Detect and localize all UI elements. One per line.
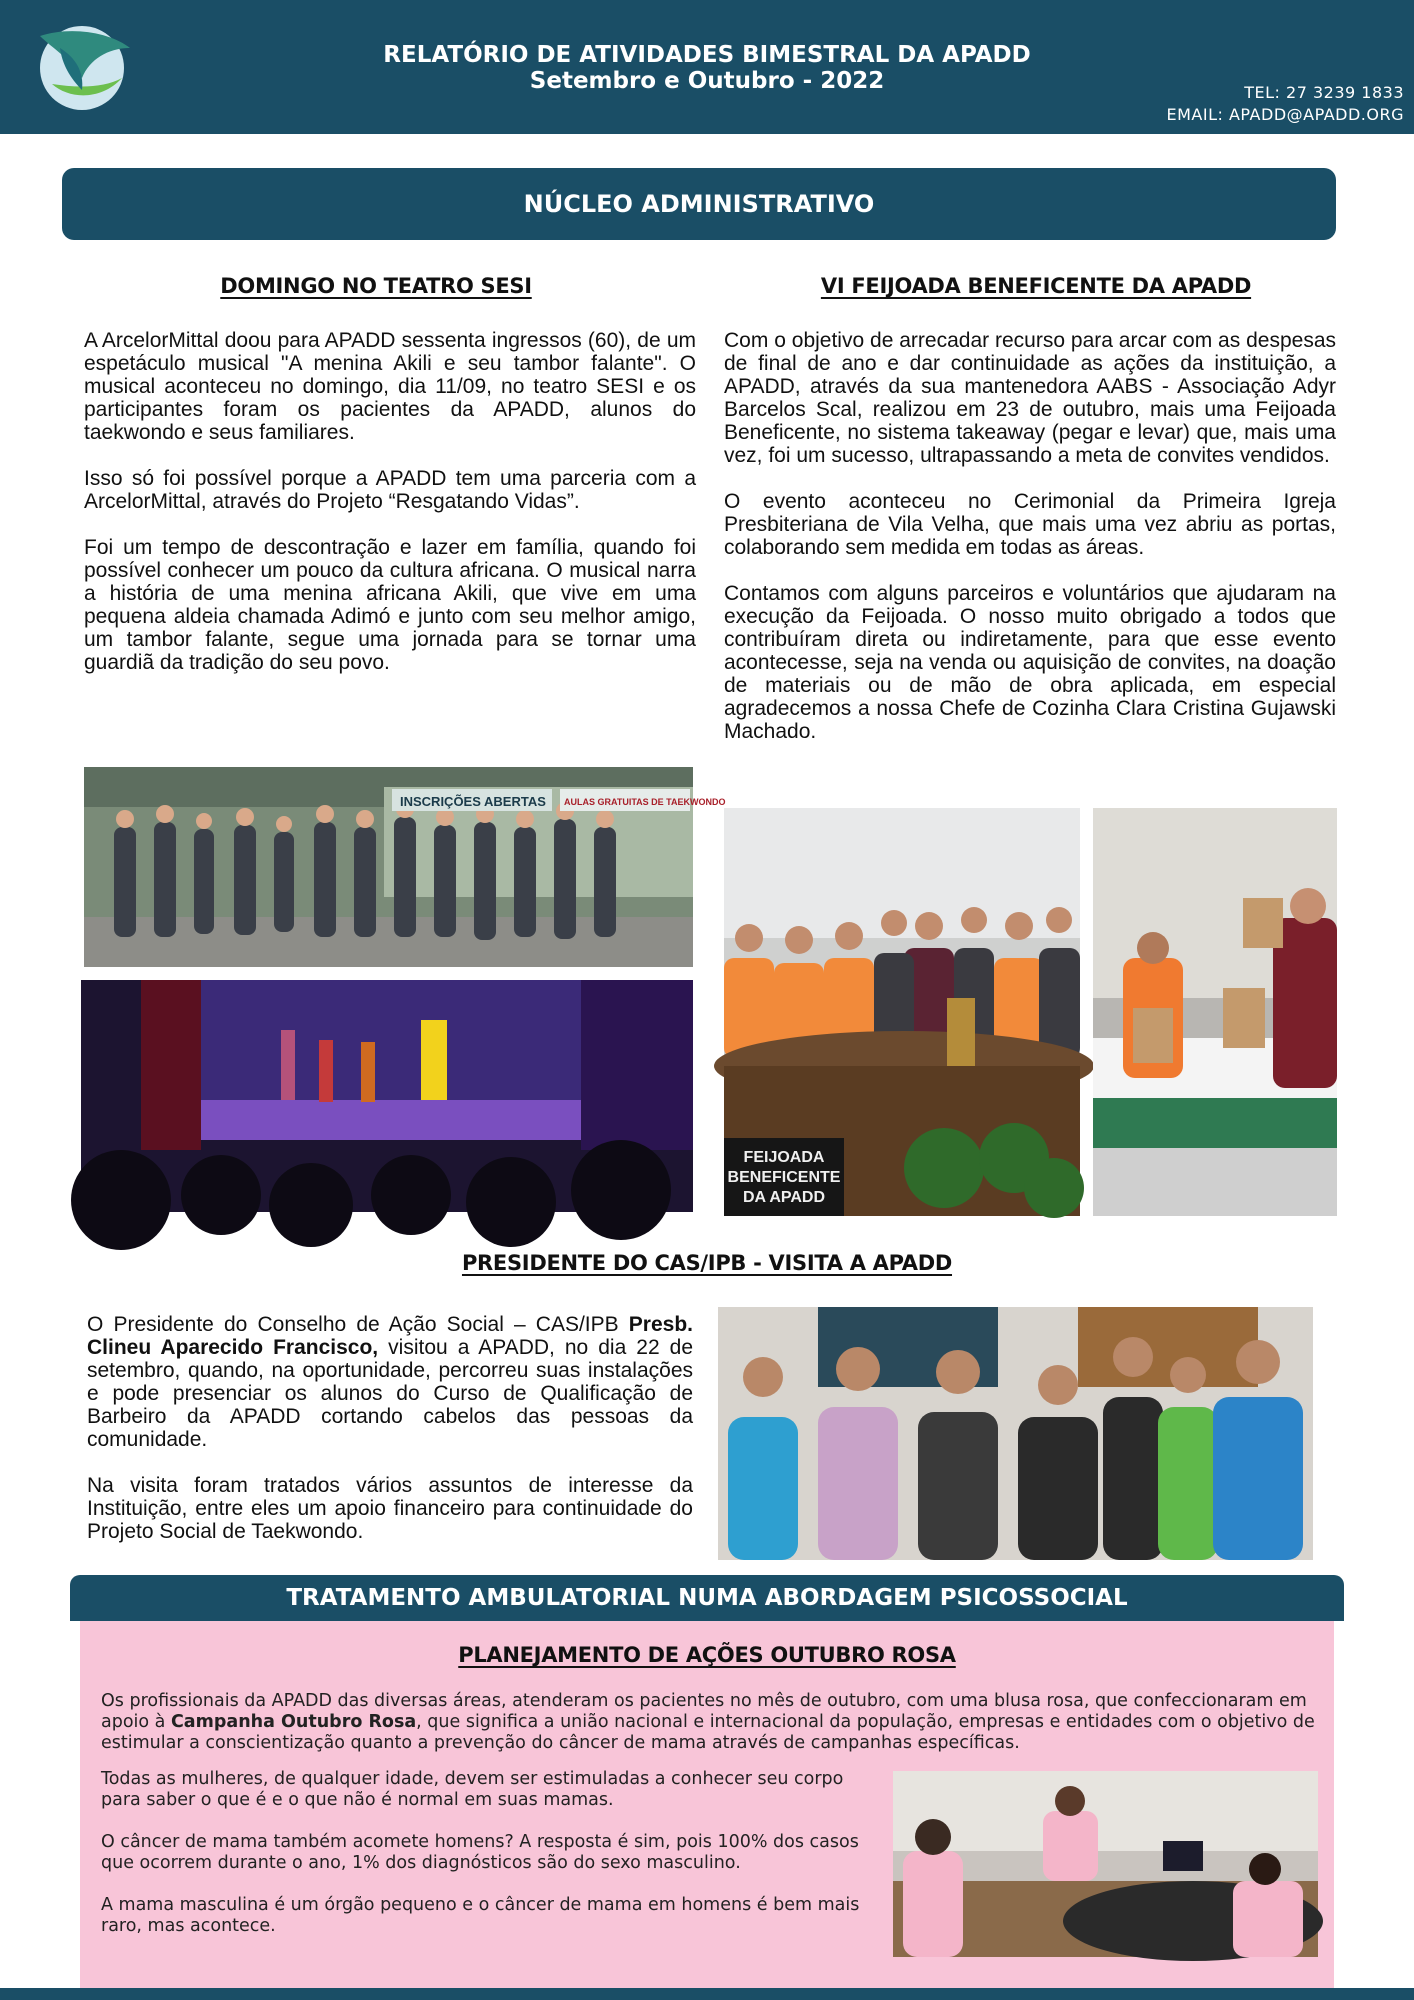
teatro-title: DOMINGO NO TEATRO SESI — [220, 274, 532, 298]
email-address: EMAIL: APADD@APADD.ORG — [1166, 105, 1404, 124]
presidente-paragraph-2: Na visita foram tratados vários assuntos de interesse da Instituição, entre eles um apoio financeiro para continuidade do Projeto Social de Taekwondo. — [87, 1474, 693, 1543]
section-banner-tratamento: TRATAMENTO AMBULATORIAL NUMA ABORDAGEM PSICOSSOCIAL — [70, 1575, 1344, 1621]
outubro-rosa-p1-a: Os profissionais da APADD das diversas áreas, atenderam os pacientes no mês de outubro, com uma blusa rosa, que confeccionaram em apoio à — [101, 1691, 1307, 1732]
report-period: Setembro e Outubro - 2022 — [529, 68, 885, 94]
feijoada-paragraph-1: Com o objetivo de arrecadar recurso para arcar com as despesas de final de ano e dar continuidade as ações da instituição, a APADD, através da sua mantenedora AABS - Associação Adyr Barcelos Scal, realizou em 23 de outubro, mais uma Feijoada Beneficente, no sistema takeaway (pegar e levar) que, mais uma vez, foi um sucesso, ultrapassando a meta de convites vendidos. — [724, 329, 1336, 467]
outubro-rosa-photo — [893, 1771, 1318, 1957]
outubro-rosa-paragraph-3: O câncer de mama também acomete homens? A resposta é sim, pois 100% dos casos que ocorrem durante o ano, 1% dos diagnósticos são do sexo masculino. — [101, 1832, 859, 1873]
outubro-rosa-intro — [101, 1691, 1316, 1754]
campanha-name: Campanha Outubro Rosa — [170, 1712, 417, 1732]
presidente-p1-a: O Presidente do Conselho de Ação Social – CAS/IPB — [87, 1313, 629, 1336]
outubro-rosa-facts — [101, 1769, 876, 1937]
feijoada-title: VI FEIJOADA BENEFICENTE DA APADD — [820, 274, 1252, 298]
teatro-sign-text-2: AULAS GRATUITAS DE TAEKWONDO — [564, 797, 726, 807]
teatro-sign-text-1: INSCRIÇÕES ABERTAS — [400, 794, 546, 809]
outubro-rosa-title: PLANEJAMENTO DE AÇÕES OUTUBRO ROSA — [458, 1643, 956, 1667]
feijoada-paragraph-3: Contamos com alguns parceiros e voluntários que ajudaram na execução da Feijoada. O nosso muito obrigado a todos que contribuíram direta ou indiretamente, para que esse evento acontecesse, seja na venda ou aquisição de convites, na doação de materiais ou de mão de obra aplicada, em especial agradecemos a nossa Chefe de Cozinha Clara Cristina Gujawski Machado. — [724, 582, 1336, 743]
section-banner-admin: NÚCLEO ADMINISTRATIVO — [62, 168, 1336, 240]
outubro-rosa-paragraph-1 — [101, 1691, 1316, 1754]
feijoada-board-line2: BENEFICENTE — [727, 1169, 841, 1186]
presidente-text — [87, 1313, 693, 1543]
presidente-paragraph-1 — [87, 1313, 693, 1451]
phone-number: TEL: 27 3239 1833 — [1244, 83, 1404, 102]
presidente-title: PRESIDENTE DO CAS/IPB - VISITA A APADD — [461, 1251, 953, 1275]
teatro-text — [84, 329, 696, 674]
teatro-paragraph-3: Foi um tempo de descontração e lazer em família, quando foi possível conhecer um pouco da cultura africana. O musical narra a história de uma menina africana Akili, que vive em uma pequena aldeia chamada Adimó e junto com seu melhor amigo, um tambor falante, segue uma jornada para se tornar uma guardiã da tradição do seu povo. — [84, 536, 696, 674]
feijoada-delivery-photo — [1093, 808, 1337, 1216]
teatro-group-photo — [84, 767, 726, 967]
outubro-rosa-paragraph-4: A mama masculina é um órgão pequeno e o câncer de mama em homens é bem mais raro, mas acontece. — [101, 1895, 860, 1936]
outubro-rosa-p1-b: , que significa a união nacional e internacional da população, empresas e entidades com o objetivo de estimular a conscientização quanto a prevenção do câncer de mama através de campanhas específicas. — [101, 1712, 1315, 1753]
feijoada-board-line3: DA APADD — [742, 1189, 826, 1206]
page-header — [0, 0, 1414, 134]
teatro-stage-photo — [81, 980, 693, 1212]
teatro-paragraph-1: A ArcelorMittal doou para APADD sessenta ingressos (60), de um espetáculo musical "A menina Akili e seu tambor falante". O musical aconteceu no domingo, dia 11/09, no teatro SESI e os participantes foram os pacientes da APADD, alunos do taekwondo e seus familiares. — [84, 329, 696, 444]
presidente-name: Presb. Clineu Aparecido Francisco, — [87, 1313, 693, 1359]
outubro-rosa-paragraph-2: Todas as mulheres, de qualquer idade, devem ser estimuladas a conhecer seu corpo para saber o que é e o que não é normal em suas mamas. — [101, 1769, 844, 1810]
feijoada-text — [724, 329, 1336, 743]
contact-info — [1167, 82, 1404, 126]
feijoada-team-photo — [724, 808, 1080, 1216]
feijoada-board-line1: FEIJOADA — [743, 1149, 825, 1166]
teatro-paragraph-2: Isso só foi possível porque a APADD tem uma parceria com a ArcelorMittal, através do Projeto “Resgatando Vidas”. — [84, 467, 696, 513]
presidente-p1-b: visitou a APADD, no dia 22 de setembro, quando, na oportunidade, percorreu suas instalações e pode presenciar os alunos do Curso de Qualificação de Barbeiro da APADD cortando cabelos das pessoas da comunidade. — [87, 1336, 693, 1451]
report-title-line1: RELATÓRIO DE ATIVIDADES BIMESTRAL DA APADD — [383, 42, 1031, 68]
footer-bar — [0, 1988, 1414, 2000]
presidente-visit-photo — [718, 1307, 1313, 1560]
feijoada-paragraph-2: O evento aconteceu no Cerimonial da Primeira Igreja Presbiteriana de Vila Velha, que mais uma vez abriu as portas, colaborando sem medida em todas as áreas. — [724, 490, 1336, 559]
